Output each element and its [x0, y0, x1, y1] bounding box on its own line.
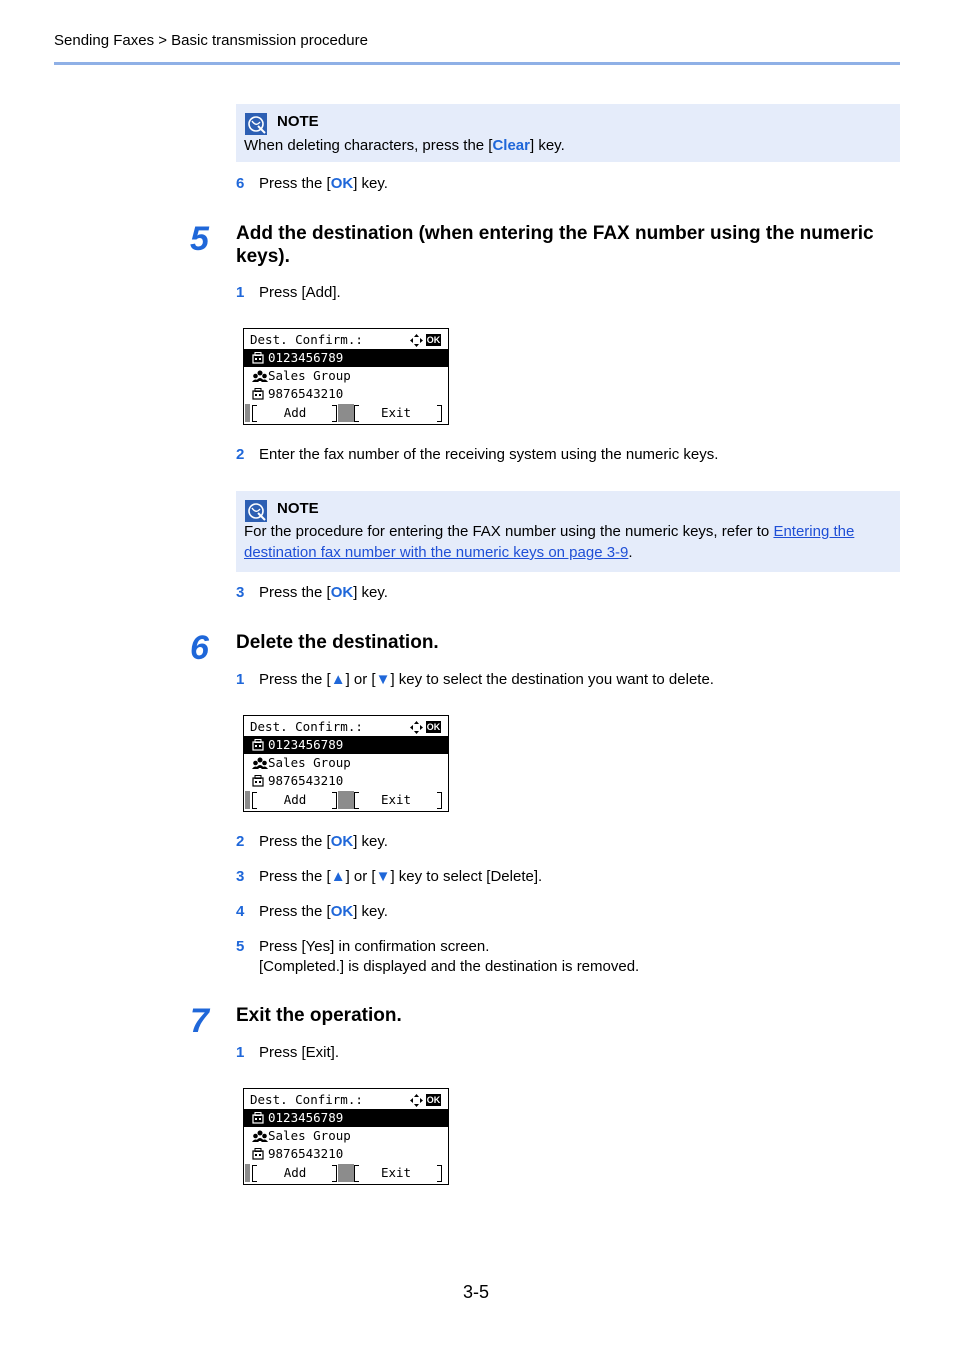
fax-icon [252, 352, 264, 364]
step5-substep-1 [236, 283, 836, 303]
ok-key-label: OK [330, 175, 354, 192]
step6-substep-1 [236, 670, 856, 690]
lcd-title: Dest. Confirm.: [250, 1092, 363, 1107]
substep-6-press-ok [236, 174, 836, 194]
note-box-reference [236, 491, 900, 572]
note-text-post: . [628, 544, 633, 561]
lcd-row[interactable] [244, 367, 448, 385]
note-title: NOTE [277, 113, 319, 130]
text-post: ] key to select [Delete]. [390, 868, 543, 885]
text-post: ] key. [353, 584, 388, 601]
soft-key-separator [338, 404, 354, 422]
page-number: 3-5 [463, 1282, 490, 1302]
lcd-row-selected[interactable] [244, 1109, 448, 1127]
text-line2: [Completed.] is displayed and the destination is removed. [259, 958, 640, 975]
step-number-5: 5 [190, 220, 209, 258]
substep-text: Enter the fax number of the receiving system using the numeric keys. [259, 446, 719, 463]
note-title: NOTE [277, 500, 319, 517]
lcd-row[interactable] [244, 1145, 448, 1163]
step6-substep-2 [236, 832, 836, 852]
substep-number: 4 [236, 903, 245, 920]
reference-link[interactable]: Entering the [773, 523, 855, 540]
ok-key-label: OK [330, 833, 354, 850]
step-title-7: Exit the operation. [236, 1005, 402, 1026]
bracket-right [437, 405, 442, 422]
substep-number: 3 [236, 868, 245, 885]
lcd-row-text: Sales Group [268, 755, 351, 770]
text-mid: ] or [ [345, 671, 376, 688]
step5-substep-2 [236, 445, 856, 465]
bracket-right [332, 1165, 337, 1182]
reference-link-continued[interactable]: destination fax number with the numeric keys on page 3-9 [244, 544, 629, 561]
fax-icon [252, 775, 264, 787]
text-pre: Press the [ [259, 833, 331, 850]
note-text-pre: When deleting characters, press the [ [244, 137, 493, 154]
bracket-right [437, 1165, 442, 1182]
substep-text: Press [Add]. [259, 284, 341, 301]
soft-key-exit[interactable]: Exit [380, 792, 412, 807]
group-icon [252, 1130, 268, 1142]
step7-substep-1 [236, 1043, 836, 1063]
ok-icon: OK [426, 335, 441, 345]
up-arrow-key: ▲ [330, 671, 346, 688]
down-arrow-key: ▼ [375, 671, 391, 688]
group-icon [252, 757, 268, 769]
ok-key-label: OK [330, 903, 354, 920]
navigation-arrows-icon [410, 1094, 423, 1107]
lcd-row-text: 0123456789 [268, 1110, 344, 1125]
group-icon [252, 370, 268, 382]
soft-key-add[interactable]: Add [283, 792, 307, 807]
lcd-row-text: 9876543210 [268, 1146, 344, 1161]
soft-key-add[interactable]: Add [283, 1165, 307, 1180]
ok-icon: OK [426, 722, 441, 732]
note-icon [245, 113, 267, 135]
ok-icon: OK [426, 1095, 441, 1105]
fax-icon [252, 388, 264, 400]
step-title-line2: keys). [236, 246, 290, 267]
lcd-screen-3 [243, 1088, 449, 1185]
lcd-row[interactable] [244, 754, 448, 772]
lcd-title-row [244, 1091, 448, 1109]
clear-key-label: Clear [492, 137, 530, 154]
step-title-line1: Add the destination (when entering the FAX number using the numeric [236, 223, 874, 244]
substep-number: 1 [236, 671, 245, 688]
substep-text [259, 174, 388, 194]
lcd-title: Dest. Confirm.: [250, 719, 363, 734]
note-box-clear [236, 104, 900, 162]
lcd-row-text: 9876543210 [268, 386, 344, 401]
substep-number: 2 [236, 833, 245, 850]
soft-key-edge [245, 404, 250, 422]
text-post: ] key. [353, 175, 388, 192]
step6-substep-3 [236, 867, 836, 887]
step-title-5 [236, 222, 900, 268]
soft-key-separator [338, 791, 354, 809]
substep-number: 5 [236, 938, 245, 955]
breadcrumb: Sending Faxes > Basic transmission procedure [54, 32, 368, 49]
step5-substep-3 [236, 583, 836, 603]
step-title-6: Delete the destination. [236, 632, 439, 653]
substep-text [259, 670, 714, 690]
lcd-row-text: Sales Group [268, 368, 351, 383]
note-icon [245, 500, 267, 522]
step6-substep-4 [236, 902, 836, 922]
soft-key-edge [245, 791, 250, 809]
soft-key-edge [245, 1164, 250, 1182]
lcd-screen-2 [243, 715, 449, 812]
lcd-screen-1 [243, 328, 449, 425]
lcd-row-text: 9876543210 [268, 773, 344, 788]
lcd-row-text: Sales Group [268, 1128, 351, 1143]
navigation-arrows-icon [410, 334, 423, 347]
substep-text [259, 867, 542, 887]
step-number-7: 7 [190, 1002, 209, 1040]
up-arrow-key: ▲ [330, 868, 346, 885]
text-post: ] key. [353, 833, 388, 850]
substep-text [259, 937, 639, 977]
substep-text [259, 583, 388, 603]
lcd-title-row [244, 718, 448, 736]
bracket-right [437, 792, 442, 809]
fax-icon [252, 739, 264, 751]
substep-number: 1 [236, 284, 245, 301]
substep-number: 1 [236, 1044, 245, 1061]
note-text-post: ] key. [530, 137, 565, 154]
step6-substep-5 [236, 937, 856, 977]
note-text-pre: For the procedure for entering the FAX number using the numeric keys, refer to [244, 523, 774, 540]
lcd-title: Dest. Confirm.: [250, 332, 363, 347]
text-pre: Press the [ [259, 584, 331, 601]
substep-text: Press [Exit]. [259, 1044, 340, 1061]
step-number-6: 6 [190, 629, 209, 667]
text-pre: Press the [ [259, 868, 331, 885]
text-mid: ] or [ [345, 868, 376, 885]
bracket-right [332, 792, 337, 809]
down-arrow-key: ▼ [375, 868, 391, 885]
note-text [244, 521, 892, 563]
lcd-row-text: 0123456789 [268, 350, 344, 365]
substep-number: 2 [236, 446, 245, 463]
text-pre: Press the [ [259, 903, 331, 920]
bracket-right [332, 405, 337, 422]
note-text [244, 135, 892, 156]
text-pre: Press the [ [259, 671, 331, 688]
text-post: ] key. [353, 903, 388, 920]
substep-text [259, 902, 388, 922]
substep-number: 3 [236, 584, 245, 601]
fax-icon [252, 1148, 264, 1160]
substep-text [259, 832, 388, 852]
text-pre: Press the [ [259, 175, 331, 192]
lcd-row-selected[interactable] [244, 349, 448, 367]
lcd-row-text: 0123456789 [268, 737, 344, 752]
lcd-row-selected[interactable] [244, 736, 448, 754]
lcd-title-row [244, 331, 448, 349]
substep-number: 6 [236, 175, 245, 192]
soft-key-separator [338, 1164, 354, 1182]
lcd-row[interactable] [244, 1127, 448, 1145]
text-post: ] key to select the destination you want to delete. [390, 671, 714, 688]
ok-key-label: OK [330, 584, 354, 601]
soft-key-add[interactable]: Add [283, 405, 307, 420]
navigation-arrows-icon [410, 721, 423, 734]
fax-icon [252, 1112, 264, 1124]
lcd-row[interactable] [244, 772, 448, 790]
soft-key-exit[interactable]: Exit [380, 405, 412, 420]
text-line1: Press [Yes] in confirmation screen. [259, 938, 490, 955]
lcd-row[interactable] [244, 385, 448, 403]
header-rule [54, 62, 900, 65]
soft-key-exit[interactable]: Exit [380, 1165, 412, 1180]
